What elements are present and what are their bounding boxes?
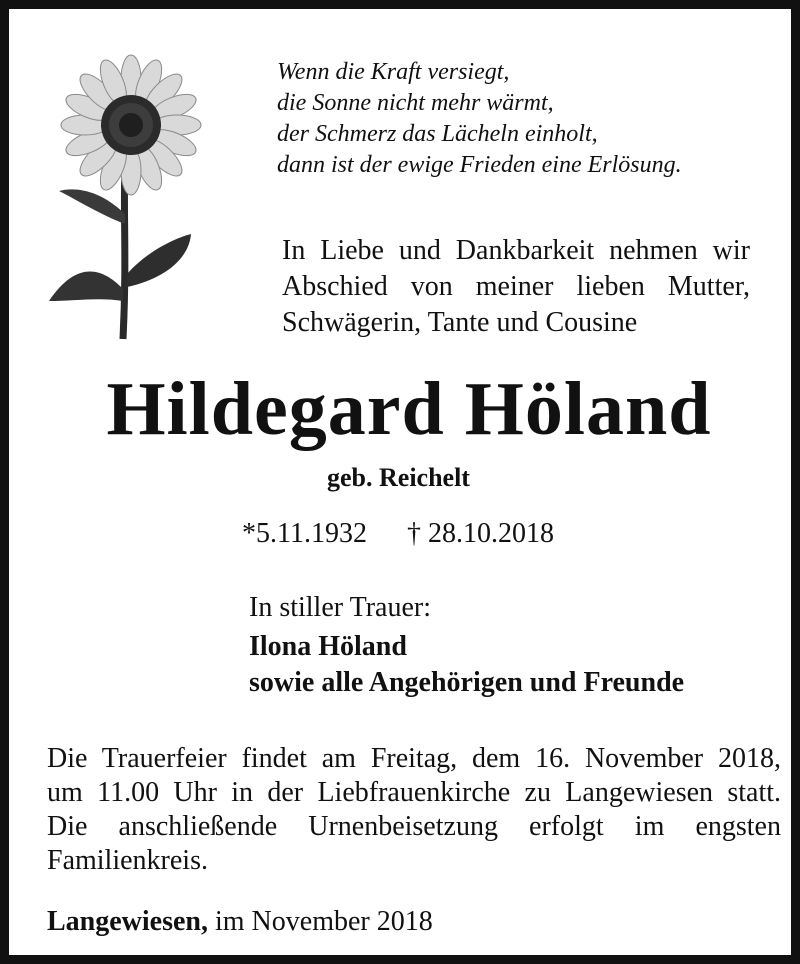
deceased-name: Hildegard Höland [106,367,712,451]
life-dates [242,516,554,552]
service-info [47,742,781,878]
poem-line: Wenn die Kraft versiegt, [277,59,510,85]
closing-place: Langewiesen, [47,906,208,937]
maiden-name: geb. Reichelt [327,463,470,492]
closing-line [47,904,433,940]
closing-date: im November 2018 [215,906,433,937]
service-line: Familienkreis. [47,845,208,876]
intro-line: Abschied von meiner lieben Mutter, [282,271,750,302]
birth-date: *5.11.1932 [242,518,367,549]
mourners-list [249,629,684,701]
service-line: um 11.00 Uhr in der Liebfrauenkirche zu Langewiesen statt. [47,777,781,808]
service-line: Die Trauerfeier findet am Freitag, dem 16. November 2018, [47,743,781,774]
sunflower-icon [39,39,209,359]
mourner: sowie alle Angehörigen und Freunde [249,667,685,698]
intro-line: Schwägerin, Tante und Cousine [282,307,638,338]
poem-line: dann ist der ewige Frieden eine Erlösung. [277,152,682,178]
mourning-heading: In stiller Trauer: [249,592,431,623]
poem-line: die Sonne nicht mehr wärmt, [277,90,554,116]
intro-line: In Liebe und Dankbarkeit nehmen wir [282,235,750,266]
mourner: Ilona Höland [249,631,407,662]
service-line: Die anschließende Urnenbeisetzung erfolgt im engsten [47,811,781,842]
poem-line: der Schmerz das Lächeln einholt, [277,121,598,147]
poem [277,57,682,181]
intro-text [282,233,750,341]
death-date: † 28.10.2018 [406,518,554,549]
